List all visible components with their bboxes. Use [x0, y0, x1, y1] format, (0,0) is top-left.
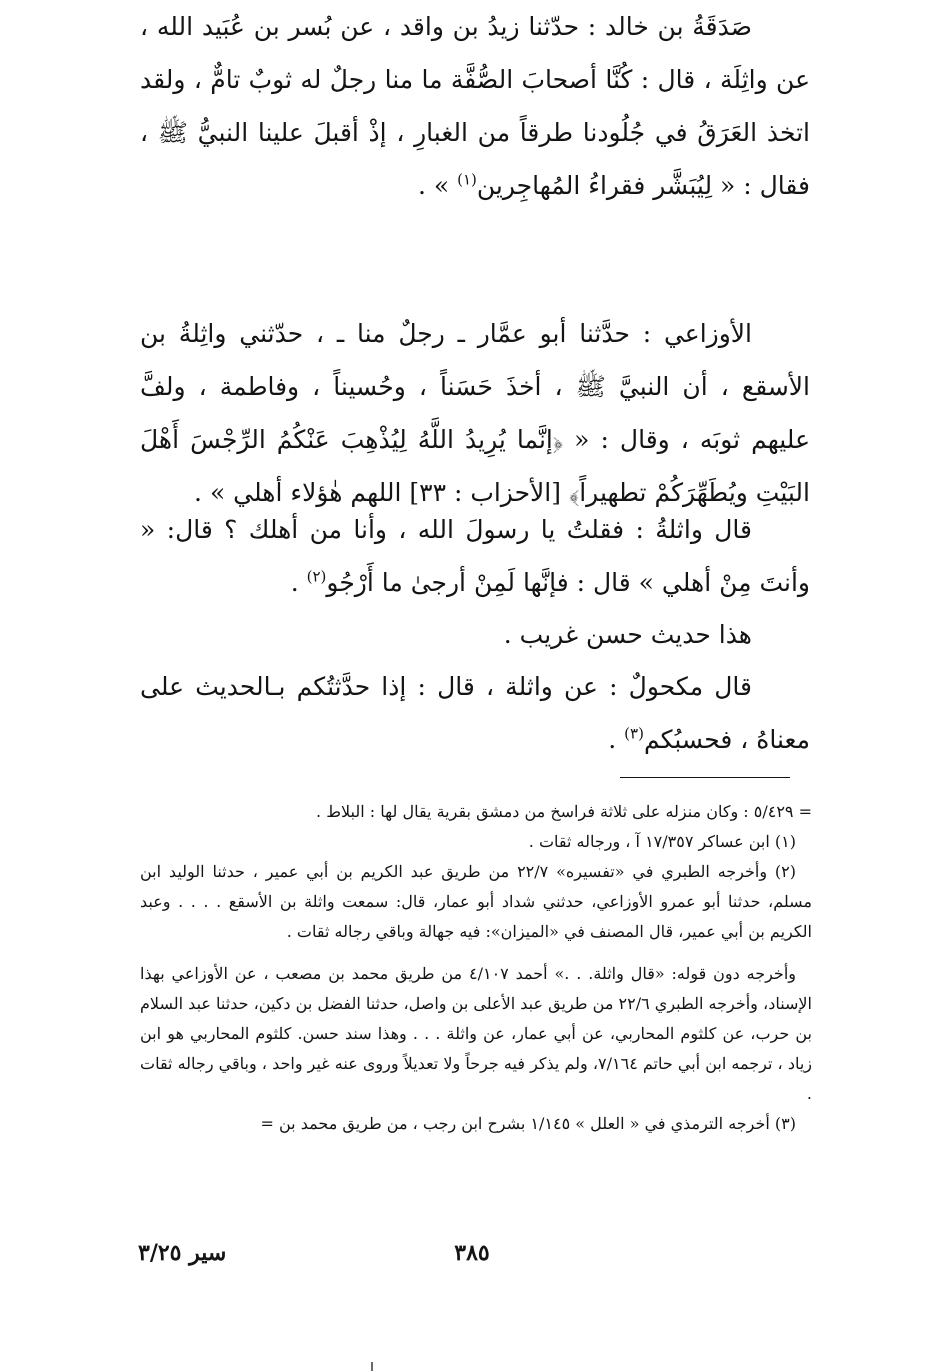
paragraph-5 — [140, 660, 810, 766]
paragraph-3 — [140, 503, 810, 609]
footnote-ref-2: (٢) — [306, 567, 327, 586]
footnote-3: (٣) أخرجه الترمذي في « العلل » ١/١٤٥ بشرح ابن رجب ، من طريق محمد بن = — [260, 1114, 796, 1133]
paragraph-2: الأوزاعي : حدَّثنا أبو عمَّار ـ رجلٌ منا ـ ، حدّثني واثِلةُ بن الأسقع ، أن النبيَّ ﷺ ، أخذَ حَسَناً ، وحُسيناً ، وفاطمة ، ولفَّ عليهم ثوبَه ، وقال : « ﴿إنَّما يُرِيدُ اللَّهُ لِيُذْهِبَ عَنْكُمُ الرِّجْسَ أَهْلَ البَيْتِ ويُطَهِّرَكُمْ تطهيراً﴾ [الأحزاب : ٣٣] اللهم هٰؤلاء أهلي » . — [140, 319, 810, 507]
footnote-ref-1: (١) — [457, 170, 477, 189]
footnote-1: (١) ابن عساكر ١٧/٣٥٧ آ ، ورجاله ثقات . — [528, 832, 796, 851]
paragraph-5-end: . — [608, 725, 625, 754]
paragraph-3-block — [140, 503, 810, 609]
page-number: ٣٨٥ — [454, 1240, 490, 1266]
paragraph-1-end: » . — [417, 171, 458, 200]
footnote-continuation: = ٥/٤٢٩ : وكان منزله على ثلاثة فراسخ من دمشق بقرية يقال لها : البلاط . — [316, 802, 812, 821]
footnote-2: (٢) وأخرجه الطبري في «تفسيره» ٢٢/٧ من طريق عبد الكريم بن أبي عمير ، حدثنا الوليد ابن مسلم، حدثنا أبو عمرو الأوزاعي، حدثني شداد أبو عمار، قال: سمعت واثلة بن الأسقع . . . . وعبد الكريم بن أبي عمير، قال المصنف في «الميزان»: فيه جهالة وباقي رجاله ثقات . — [140, 862, 812, 941]
paragraph-5-text: قال مكحولٌ : عن واثلة ، قال : إذا حدَّثتُكم بـالحديث على معناهُ ، فحسبُكم — [140, 672, 810, 754]
paragraph-4-block — [140, 608, 810, 661]
footnotes — [140, 797, 812, 1139]
paragraph-3-text: قال واثلةُ : فقلتُ يا رسولَ الله ، وأنا من أهلك ؟ قال: « وأنتَ مِنْ أهلي » قال : فإنَّها لَمِنْ أرجىٰ ما أَرْجُو — [140, 515, 810, 597]
paragraph-2-block — [140, 307, 810, 519]
scan-mark — [371, 1362, 373, 1371]
paragraph-5-block — [140, 660, 810, 766]
paragraph-1 — [140, 0, 810, 212]
footnote-divider — [620, 777, 790, 778]
footnote-ref-3: (٣) — [624, 724, 644, 743]
paragraph-4: هذا حديث حسن غريب . — [503, 620, 752, 649]
paragraph-1-text: صَدَقَةُ بن خالد : حدّثنا زيدُ بن واقد ، عن بُسر بن عُبَيد الله ، عن واثِلَة ، قال : كُنَّا أصحابَ الصُّفَّة ما منا رجلٌ له ثوبٌ تامٌّ ، ولقد اتخذ العَرَقُ في جُلُودنا طرقاً من الغبارِ ، إذْ أقبلَ علينا النبيُّ ﷺ ، فقال : « لِيُبَشَّر فقراءُ المُهاجِرين — [140, 12, 810, 200]
paragraph-3-end: . — [290, 568, 307, 597]
footnote-2-continued: وأخرجه دون قوله: «قال واثلة. . .» أحمد ٤/١٠٧ من طريق محمد بن مصعب ، عن الأوزاعي بهذا الإسناد، وأخرجه الطبري ٢٢/٦ من طريق عبد الأعلى بن واصل، حدثنا الفضل بن دكين، حدثنا عبد السلام بن حرب، عن كلثوم المحاربي، عن أبي عمار، عن واثلة . . . وهذا سند حسن. كلثوم المحاربي هو ابن زياد ، ترجمه ابن أبي حاتم ٧/١٦٤، ولم يذكر فيه جرحاً ولا تعديلاً وروى عنه غير واحد ، وباقي رجاله ثقات . — [140, 964, 812, 1103]
volume-signature: سير ٣/٢٥ — [138, 1240, 227, 1266]
main-text — [140, 0, 810, 212]
